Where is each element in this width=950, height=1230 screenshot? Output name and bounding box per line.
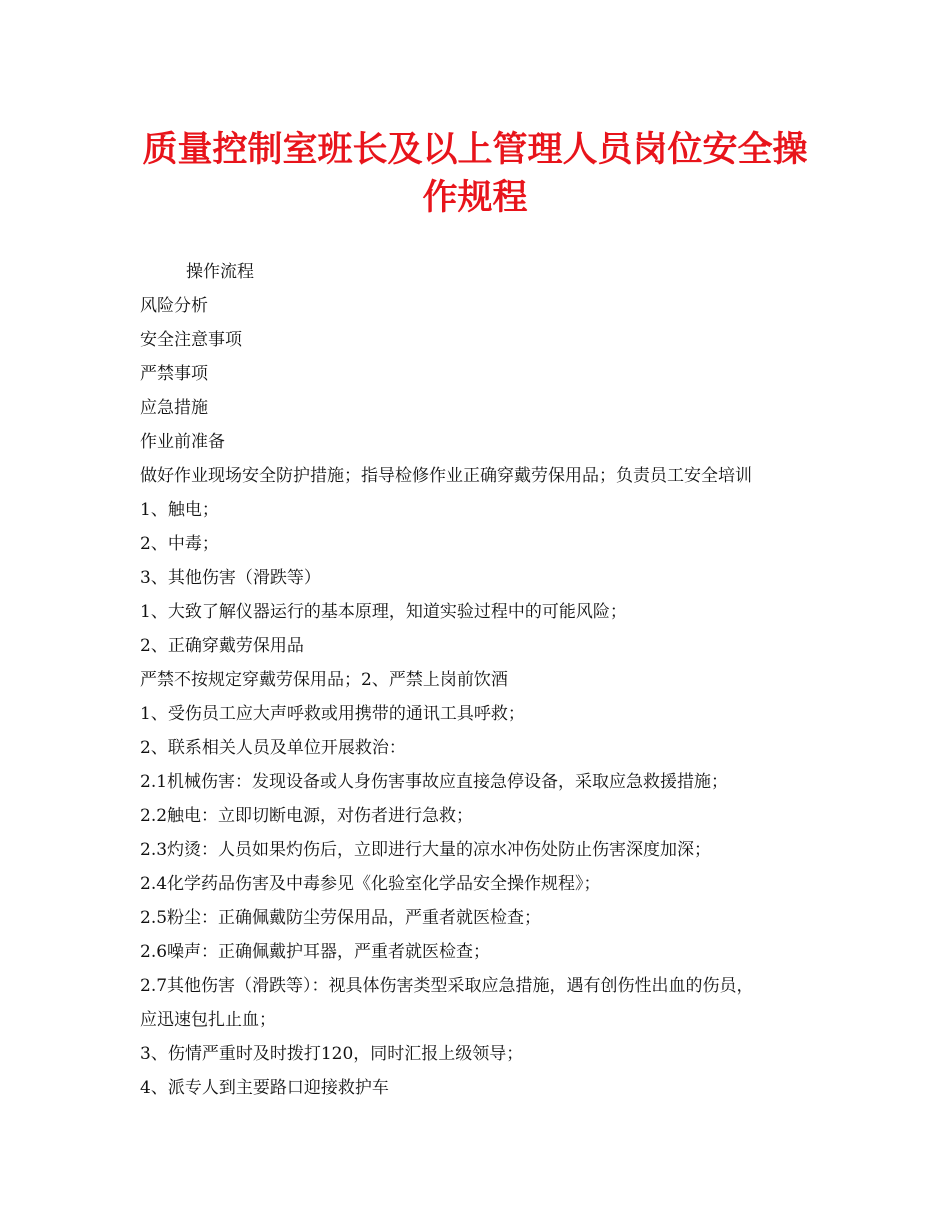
paragraph-line: 1、触电；: [140, 500, 219, 520]
document-body: [140, 255, 840, 1105]
paragraph-line: 2.6噪声：正确佩戴护耳器，严重者就医检查；: [140, 942, 491, 962]
paragraph-line: 3、其他伤害（滑跌等）: [140, 568, 321, 588]
section-heading-risk: 风险分析: [140, 296, 208, 316]
paragraph-line: 2.2触电：立即切断电源，对伤者进行急救；: [140, 806, 474, 826]
paragraph-line: 3、伤情严重时及时拨打120，同时汇报上级领导；: [140, 1044, 524, 1064]
section-heading-procedure: 操作流程: [186, 262, 254, 282]
paragraph-line: 2.1机械伤害：发现设备或人身伤害事故应直接急停设备，采取应急救援措施；: [140, 772, 729, 792]
paragraph-line: 做好作业现场安全防护措施；指导检修作业正确穿戴劳保用品；负责员工安全培训: [140, 466, 752, 486]
paragraph-line: 2.3灼烫：人员如果灼伤后，立即进行大量的凉水冲伤处防止伤害深度加深；: [140, 840, 712, 860]
paragraph-line: 2.5粉尘：正确佩戴防尘劳保用品，严重者就医检查；: [140, 908, 542, 928]
paragraph-line: 1、受伤员工应大声呼救或用携带的通讯工具呼救；: [140, 704, 525, 724]
paragraph-line: 2.7其他伤害（滑跌等）：视具体伤害类型采取应急措施，遇有创伤性出血的伤员，: [140, 976, 754, 996]
section-heading-prohibitions: 严禁事项: [140, 364, 208, 384]
section-heading-emergency: 应急措施: [140, 398, 208, 418]
section-heading-safety-notes: 安全注意事项: [140, 330, 242, 350]
title-line-1: 质量控制室班长及以上管理人员岗位安全操: [142, 129, 808, 170]
paragraph-line: 2、联系相关人员及单位开展救治：: [140, 738, 406, 758]
paragraph-line: 应迅速包扎止血；: [140, 1010, 276, 1030]
paragraph-line: 2、中毒；: [140, 534, 219, 554]
paragraph-line: 严禁不按规定穿戴劳保用品；2、严禁上岗前饮酒: [140, 670, 508, 690]
document-title: [120, 126, 830, 222]
paragraph-line: 2、正确穿戴劳保用品: [140, 636, 304, 656]
paragraph-line: 4、派专人到主要路口迎接救护车: [140, 1078, 389, 1098]
paragraph-line: 2.4化学药品伤害及中毒参见《化验室化学品安全操作规程》；: [140, 874, 601, 894]
title-line-2: 作规程: [422, 177, 528, 218]
section-heading-preparation: 作业前准备: [140, 432, 225, 452]
paragraph-line: 1、大致了解仪器运行的基本原理，知道实验过程中的可能风险；: [140, 602, 627, 622]
